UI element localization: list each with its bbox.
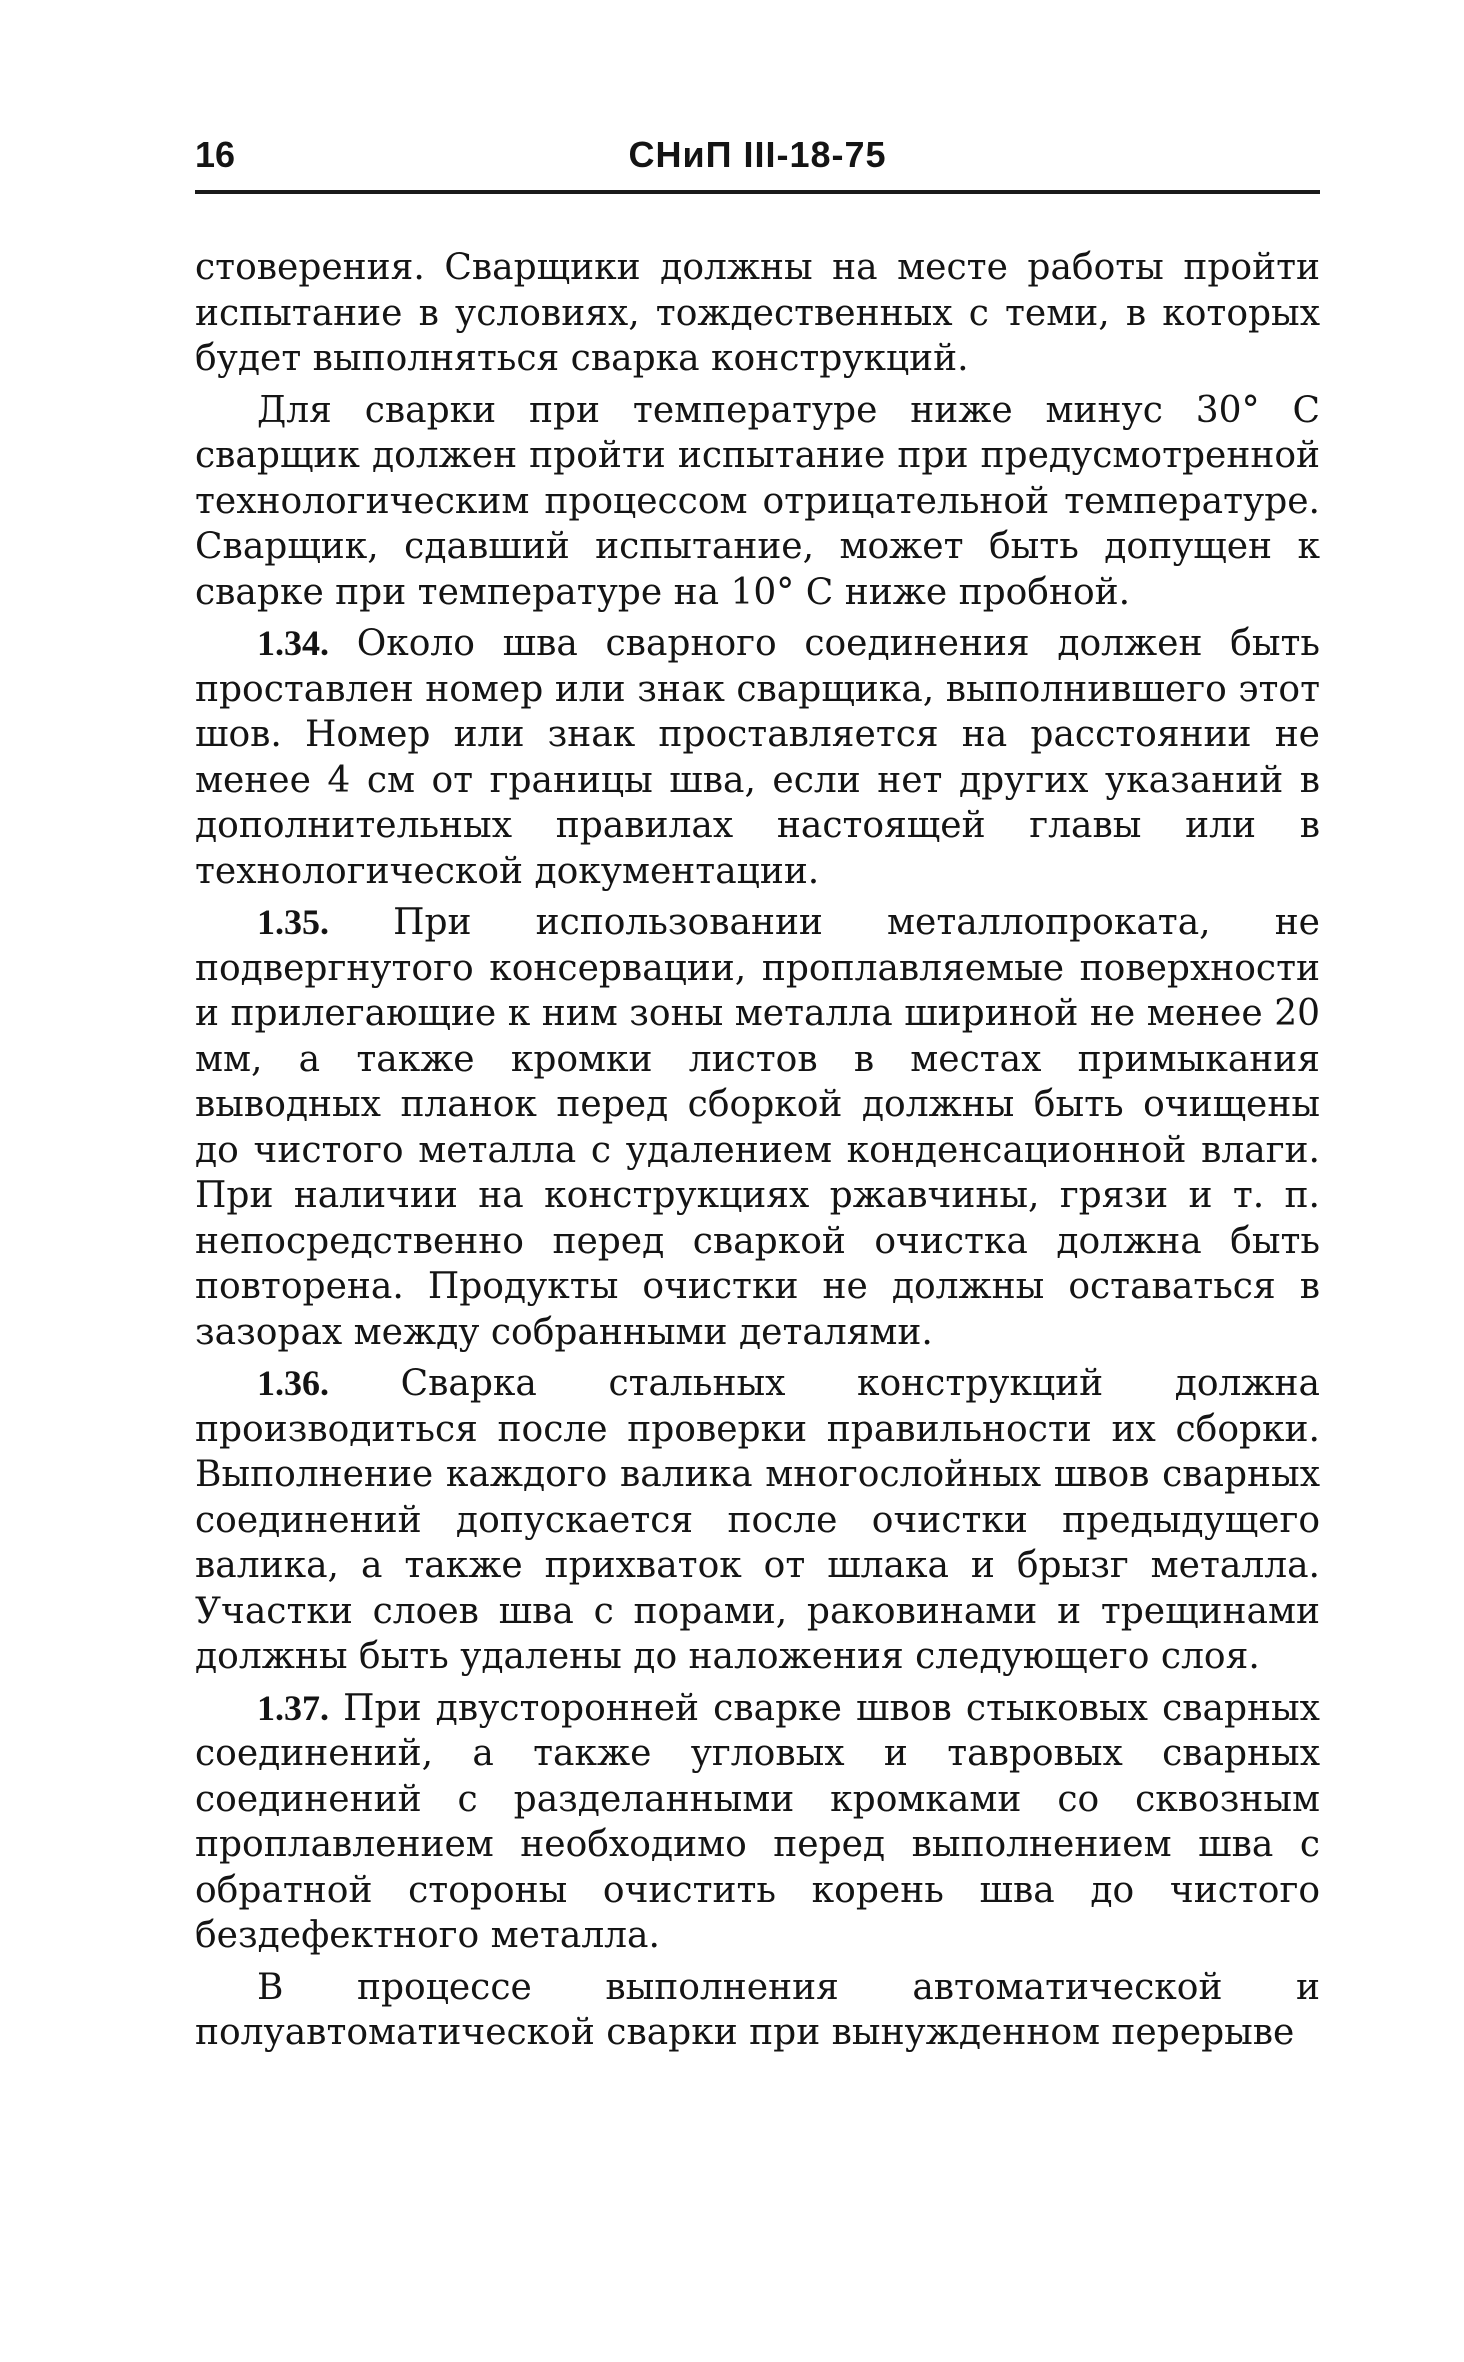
document-code: СНиП III-18-75 (628, 134, 887, 175)
paragraph-interruption (195, 1965, 1320, 2056)
clause-number: 1.35. (257, 902, 329, 942)
paragraph-text: При двусторонней сварке швов стыковых сварных соединений, а также угловых и тавровых сварных соединений с разделанными кромками со сквозным проплавлением необходимо перед выполнением шва с обратной стороны очистить корень шва до чистого бездефектного металла. (195, 1687, 1320, 1956)
clause-1-35 (195, 900, 1320, 1355)
page-number: 16 (195, 134, 236, 175)
header-rule (195, 190, 1320, 194)
body-text (195, 245, 1320, 2062)
page-header (195, 120, 1320, 180)
paragraph-text: В процессе выполнения автоматической и полуавтоматической сварки при вынужденном перерыве (195, 1966, 1320, 2053)
document-page (195, 120, 1320, 2053)
paragraph-continuation (195, 245, 1320, 382)
paragraph-text: Около шва сварного соединения должен быть проставлен номер или знак сварщика, выполнившего этот шов. Номер или знак проставляется на расстоянии не менее 4 см от границы шва, если нет других указаний в дополнительных правилах настоящей главы или в технологической документации. (195, 623, 1320, 892)
paragraph-text: стоверения. Сварщики должны на месте работы пройти испытание в условиях, тождественных с теми, в которых будет выполняться сварка конструкций. (195, 247, 1320, 379)
clause-number: 1.37. (257, 1687, 329, 1728)
paragraph-text: При использовании металлопроката, не подвергнутого консервации, проплавляемые поверхности и прилегающие к ним зоны металла шириной не менее 20 мм, а также кромки листов в местах примыкания выводных планок перед сборкой должны быть очищены до чистого металла с удалением конденсационной влаги. При наличии на конструкциях ржавчины, грязи и т. п. непосредственно перед сваркой очистка должна быть повторена. Продукты очистки не должны оставаться в зазорах между собранными деталями. (195, 902, 1320, 1353)
clause-1-37 (195, 1686, 1320, 1959)
clause-1-34 (195, 621, 1320, 894)
clause-number: 1.36. (257, 1363, 329, 1403)
clause-1-36 (195, 1361, 1320, 1680)
paragraph-text: Для сварки при температуре ниже минус 30° С сварщик должен пройти испытание при предусмотренной технологическим процессом отрицательной температуре. Сварщик, сдавший испытание, может быть допущен к сварке при температуре на 10° С ниже пробной. (195, 389, 1320, 613)
clause-number: 1.34. (257, 623, 329, 663)
paragraph-text: Сварка стальных конструкций должна производиться после проверки правильности их сборки. Выполнение каждого валика многослойных швов сварных соединений допускается после очистки предыдущего валика, а также прихваток от шлака и брызг металла. Участки слоев шва с порами, раковинами и трещинами должны быть удалены до наложения следующего слоя. (195, 1363, 1320, 1677)
paragraph-welding-temperature (195, 388, 1320, 616)
